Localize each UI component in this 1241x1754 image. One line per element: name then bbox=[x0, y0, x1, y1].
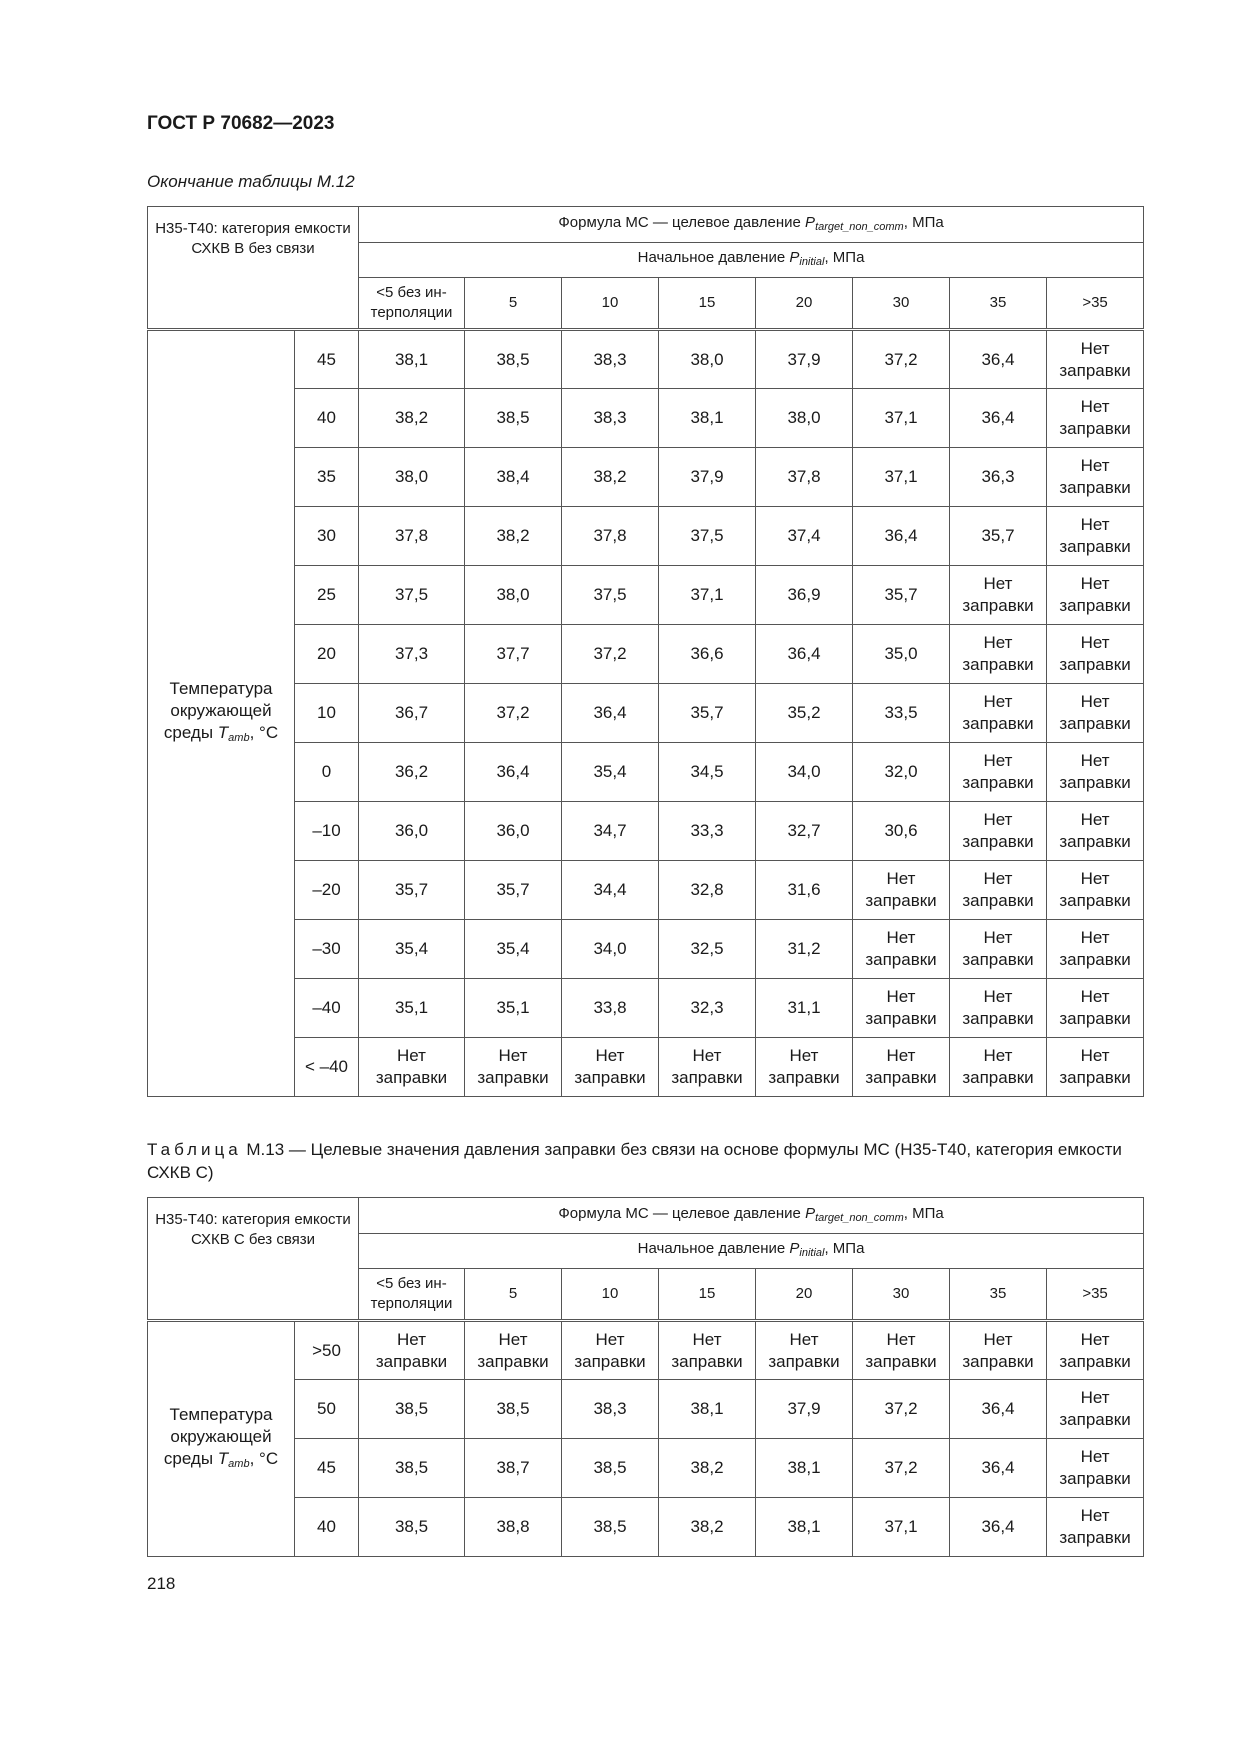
value-cell: Нет заправки bbox=[950, 802, 1047, 861]
table-row bbox=[148, 507, 1144, 566]
value-cell: 36,4 bbox=[853, 507, 950, 566]
value-cell: 35,7 bbox=[359, 861, 465, 920]
label-prefix: Температура окружающей среды bbox=[163, 679, 273, 742]
table-row bbox=[148, 1038, 1144, 1097]
value-cell: Нет заправки bbox=[562, 1321, 659, 1380]
value-cell: Нет заправки bbox=[1047, 1321, 1144, 1380]
table-m12-end bbox=[147, 206, 1144, 1097]
column-header: 30 bbox=[853, 278, 950, 330]
value-cell: 35,7 bbox=[950, 507, 1047, 566]
value-cell: Нет заправки bbox=[950, 1038, 1047, 1097]
header-row-formula bbox=[148, 1198, 1144, 1234]
table-m13-caption bbox=[147, 1138, 1142, 1184]
value-cell: 35,4 bbox=[562, 743, 659, 802]
column-header: 35 bbox=[950, 278, 1047, 330]
value-cell: 31,1 bbox=[756, 979, 853, 1038]
table-row bbox=[148, 861, 1144, 920]
value-cell: 37,2 bbox=[465, 684, 562, 743]
value-cell: 38,5 bbox=[359, 1380, 465, 1439]
value-cell: 38,0 bbox=[659, 330, 756, 389]
value-cell: 37,7 bbox=[465, 625, 562, 684]
value-cell: 38,3 bbox=[562, 389, 659, 448]
formula-header bbox=[359, 207, 1144, 243]
value-cell: Нет заправки bbox=[950, 684, 1047, 743]
value-cell: Нет заправки bbox=[1047, 920, 1144, 979]
label-prefix: Температура окружающей среды bbox=[163, 1404, 273, 1468]
value-cell: 34,7 bbox=[562, 802, 659, 861]
value-cell: Нет заправки bbox=[1047, 625, 1144, 684]
column-header: 15 bbox=[659, 1269, 756, 1321]
value-cell: 37,1 bbox=[853, 448, 950, 507]
value-cell: Нет заправки bbox=[950, 743, 1047, 802]
temperature-cell: 40 bbox=[295, 1498, 359, 1557]
value-cell: 37,8 bbox=[756, 448, 853, 507]
temperature-cell: –40 bbox=[295, 979, 359, 1038]
value-cell: 37,5 bbox=[659, 507, 756, 566]
value-cell: 38,0 bbox=[756, 389, 853, 448]
column-header: 20 bbox=[756, 278, 853, 330]
value-cell: 36,4 bbox=[465, 743, 562, 802]
column-header: >35 bbox=[1047, 278, 1144, 330]
value-cell: 32,5 bbox=[659, 920, 756, 979]
variable-subscript: target_non_comm bbox=[815, 1211, 904, 1224]
value-cell: 38,2 bbox=[359, 389, 465, 448]
variable-symbol: T bbox=[217, 723, 229, 742]
value-cell: 33,3 bbox=[659, 802, 756, 861]
value-cell: Нет заправки bbox=[950, 920, 1047, 979]
value-cell: Нет заправки bbox=[853, 1038, 950, 1097]
variable-symbol: P bbox=[805, 1204, 816, 1222]
column-header: 15 bbox=[659, 278, 756, 330]
column-header: 35 bbox=[950, 1269, 1047, 1321]
value-cell: Нет заправки bbox=[659, 1038, 756, 1097]
value-cell: Нет заправки bbox=[659, 1321, 756, 1380]
temperature-cell: –10 bbox=[295, 802, 359, 861]
value-cell: 37,2 bbox=[562, 625, 659, 684]
value-cell: Нет заправки bbox=[1047, 507, 1144, 566]
initial-pressure-header bbox=[359, 243, 1144, 278]
label-prefix: Начальное давление bbox=[637, 249, 790, 266]
label-unit: , МПа bbox=[903, 213, 944, 231]
value-cell: Нет заправки bbox=[1047, 448, 1144, 507]
value-cell: 31,2 bbox=[756, 920, 853, 979]
table-row bbox=[148, 330, 1144, 389]
value-cell: 38,1 bbox=[359, 330, 465, 389]
value-cell: Нет заправки bbox=[950, 625, 1047, 684]
value-cell: Нет заправки bbox=[1047, 1038, 1144, 1097]
value-cell: 38,0 bbox=[465, 566, 562, 625]
value-cell: Нет заправки bbox=[1047, 802, 1144, 861]
variable-subscript: initial bbox=[799, 256, 825, 268]
value-cell: 38,2 bbox=[465, 507, 562, 566]
value-cell: 34,5 bbox=[659, 743, 756, 802]
value-cell: Нет заправки bbox=[950, 979, 1047, 1038]
value-cell: 34,0 bbox=[562, 920, 659, 979]
table-row bbox=[148, 566, 1144, 625]
label-unit: , МПа bbox=[903, 1204, 944, 1222]
table-continuation-caption: Окончание таблицы М.12 bbox=[147, 172, 355, 191]
value-cell: Нет заправки bbox=[359, 1321, 465, 1380]
label-unit: , °С bbox=[249, 723, 279, 742]
value-cell: 38,2 bbox=[562, 448, 659, 507]
value-cell: 37,2 bbox=[853, 330, 950, 389]
variable-subscript: amb bbox=[228, 1457, 250, 1470]
initial-pressure-header bbox=[359, 1234, 1144, 1269]
formula-header bbox=[359, 1198, 1144, 1234]
value-cell: 37,5 bbox=[562, 566, 659, 625]
value-cell: 36,3 bbox=[950, 448, 1047, 507]
value-cell: Нет заправки bbox=[950, 566, 1047, 625]
variable-subscript: amb bbox=[228, 732, 250, 744]
row-group-label bbox=[148, 330, 295, 1097]
value-cell: 37,8 bbox=[359, 507, 465, 566]
value-cell: 36,0 bbox=[359, 802, 465, 861]
value-cell: Нет заправки bbox=[1047, 330, 1144, 389]
value-cell: 33,5 bbox=[853, 684, 950, 743]
label-prefix: Начальное давление bbox=[637, 1240, 790, 1257]
label-unit: , МПа bbox=[824, 1240, 865, 1257]
value-cell: Нет заправки bbox=[562, 1038, 659, 1097]
column-header: >35 bbox=[1047, 1269, 1144, 1321]
value-cell: 34,4 bbox=[562, 861, 659, 920]
value-cell: 38,5 bbox=[562, 1439, 659, 1498]
document-header: ГОСТ Р 70682—2023 bbox=[147, 113, 335, 134]
value-cell: 36,0 bbox=[465, 802, 562, 861]
value-cell: 36,4 bbox=[950, 1498, 1047, 1557]
temperature-cell: 0 bbox=[295, 743, 359, 802]
value-cell: 38,7 bbox=[465, 1439, 562, 1498]
value-cell: 36,7 bbox=[359, 684, 465, 743]
table-caption-label: Таблица bbox=[147, 1140, 242, 1159]
variable-symbol: T bbox=[217, 1448, 229, 1468]
value-cell: Нет заправки bbox=[359, 1038, 465, 1097]
value-cell: 37,3 bbox=[359, 625, 465, 684]
value-cell: 35,4 bbox=[359, 920, 465, 979]
value-cell: 37,2 bbox=[853, 1439, 950, 1498]
value-cell: Нет заправки bbox=[1047, 979, 1144, 1038]
value-cell: 36,4 bbox=[950, 1380, 1047, 1439]
row-group-label bbox=[148, 1321, 295, 1557]
table-row bbox=[148, 1380, 1144, 1439]
value-cell: 37,2 bbox=[853, 1380, 950, 1439]
value-cell: 36,6 bbox=[659, 625, 756, 684]
value-cell: Нет заправки bbox=[1047, 743, 1144, 802]
value-cell: Нет заправки bbox=[1047, 1498, 1144, 1557]
value-cell: 34,0 bbox=[756, 743, 853, 802]
value-cell: 32,7 bbox=[756, 802, 853, 861]
table-row bbox=[148, 979, 1144, 1038]
value-cell: 35,2 bbox=[756, 684, 853, 743]
value-cell: Нет заправки bbox=[1047, 861, 1144, 920]
value-cell: 37,8 bbox=[562, 507, 659, 566]
value-cell: 36,4 bbox=[756, 625, 853, 684]
value-cell: 32,3 bbox=[659, 979, 756, 1038]
value-cell: 37,9 bbox=[756, 1380, 853, 1439]
value-cell: 37,1 bbox=[853, 389, 950, 448]
value-cell: Нет заправки bbox=[465, 1321, 562, 1380]
temperature-cell: < –40 bbox=[295, 1038, 359, 1097]
value-cell: 36,9 bbox=[756, 566, 853, 625]
value-cell: 37,1 bbox=[659, 566, 756, 625]
temperature-cell: 25 bbox=[295, 566, 359, 625]
value-cell: 38,5 bbox=[465, 1380, 562, 1439]
table-caption-text: М.13 — Целевые значения давления заправки без связи на основе формулы МС (Н35-Т40, категория емкости СХКВ С) bbox=[147, 1140, 1122, 1182]
temperature-cell: –30 bbox=[295, 920, 359, 979]
temperature-cell: 45 bbox=[295, 1439, 359, 1498]
value-cell: 37,9 bbox=[659, 448, 756, 507]
value-cell: Нет заправки bbox=[853, 1321, 950, 1380]
header-row-formula bbox=[148, 207, 1144, 243]
column-header: <5 без ин-терполяции bbox=[359, 1269, 465, 1321]
value-cell: 31,6 bbox=[756, 861, 853, 920]
value-cell: 38,8 bbox=[465, 1498, 562, 1557]
table-row bbox=[148, 802, 1144, 861]
value-cell: 35,0 bbox=[853, 625, 950, 684]
value-cell: 38,1 bbox=[659, 389, 756, 448]
value-cell: Нет заправки bbox=[1047, 684, 1144, 743]
temperature-cell: –20 bbox=[295, 861, 359, 920]
value-cell: Нет заправки bbox=[853, 979, 950, 1038]
temperature-cell: 40 bbox=[295, 389, 359, 448]
value-cell: Нет заправки bbox=[950, 1321, 1047, 1380]
table-row bbox=[148, 389, 1144, 448]
value-cell: 37,5 bbox=[359, 566, 465, 625]
variable-subscript: target_non_comm bbox=[815, 220, 904, 233]
temperature-cell: 35 bbox=[295, 448, 359, 507]
value-cell: 38,4 bbox=[465, 448, 562, 507]
value-cell: 38,5 bbox=[465, 389, 562, 448]
value-cell: 36,4 bbox=[950, 1439, 1047, 1498]
value-cell: Нет заправки bbox=[1047, 1439, 1144, 1498]
label-prefix: Формула МС — целевое давление bbox=[558, 213, 806, 231]
value-cell: 36,4 bbox=[950, 389, 1047, 448]
table-row bbox=[148, 1439, 1144, 1498]
column-header: 20 bbox=[756, 1269, 853, 1321]
value-cell: Нет заправки bbox=[950, 861, 1047, 920]
value-cell: Нет заправки bbox=[465, 1038, 562, 1097]
label-unit: , °С bbox=[249, 1448, 279, 1468]
value-cell: 35,7 bbox=[465, 861, 562, 920]
value-cell: Нет заправки bbox=[1047, 1380, 1144, 1439]
table-row bbox=[148, 1498, 1144, 1557]
column-header: 30 bbox=[853, 1269, 950, 1321]
value-cell: 38,1 bbox=[659, 1380, 756, 1439]
value-cell: Нет заправки bbox=[1047, 566, 1144, 625]
value-cell: 36,4 bbox=[562, 684, 659, 743]
value-cell: 37,4 bbox=[756, 507, 853, 566]
table-row bbox=[148, 920, 1144, 979]
label-unit: , МПа bbox=[824, 249, 865, 266]
temperature-cell: 50 bbox=[295, 1380, 359, 1439]
value-cell: 35,7 bbox=[659, 684, 756, 743]
value-cell: 38,3 bbox=[562, 1380, 659, 1439]
value-cell: 30,6 bbox=[853, 802, 950, 861]
value-cell: Нет заправки bbox=[756, 1038, 853, 1097]
value-cell: 38,2 bbox=[659, 1498, 756, 1557]
temperature-cell: >50 bbox=[295, 1321, 359, 1380]
variable-symbol: P bbox=[789, 249, 800, 266]
page-number: 218 bbox=[147, 1574, 176, 1593]
value-cell: Нет заправки bbox=[853, 920, 950, 979]
value-cell: Нет заправки bbox=[853, 861, 950, 920]
table-row bbox=[148, 743, 1144, 802]
value-cell: 35,1 bbox=[359, 979, 465, 1038]
value-cell: 35,7 bbox=[853, 566, 950, 625]
temperature-cell: 45 bbox=[295, 330, 359, 389]
variable-symbol: P bbox=[805, 213, 816, 231]
corner-label: Н35-Т40: категория емкости СХКВ С без связи bbox=[148, 1198, 359, 1321]
temperature-cell: 20 bbox=[295, 625, 359, 684]
column-header: 10 bbox=[562, 1269, 659, 1321]
corner-label: Н35-Т40: категория емкости СХКВ В без связи bbox=[148, 207, 359, 330]
value-cell: 38,5 bbox=[562, 1498, 659, 1557]
value-cell: Нет заправки bbox=[756, 1321, 853, 1380]
value-cell: 36,4 bbox=[950, 330, 1047, 389]
value-cell: 32,0 bbox=[853, 743, 950, 802]
table-row bbox=[148, 684, 1144, 743]
column-header: 5 bbox=[465, 1269, 562, 1321]
value-cell: 37,1 bbox=[853, 1498, 950, 1557]
value-cell: 32,8 bbox=[659, 861, 756, 920]
label-prefix: Формула МС — целевое давление bbox=[558, 1204, 806, 1222]
value-cell: Нет заправки bbox=[1047, 389, 1144, 448]
value-cell: 38,0 bbox=[359, 448, 465, 507]
temperature-cell: 10 bbox=[295, 684, 359, 743]
value-cell: 35,4 bbox=[465, 920, 562, 979]
column-header: <5 без ин-терполяции bbox=[359, 278, 465, 330]
value-cell: 38,2 bbox=[659, 1439, 756, 1498]
value-cell: 35,1 bbox=[465, 979, 562, 1038]
value-cell: 37,9 bbox=[756, 330, 853, 389]
table-m13 bbox=[147, 1197, 1144, 1557]
value-cell: 38,5 bbox=[359, 1439, 465, 1498]
value-cell: 38,5 bbox=[359, 1498, 465, 1557]
table-row bbox=[148, 625, 1144, 684]
column-header: 5 bbox=[465, 278, 562, 330]
column-header: 10 bbox=[562, 278, 659, 330]
value-cell: 38,1 bbox=[756, 1498, 853, 1557]
variable-subscript: initial bbox=[799, 1247, 825, 1259]
temperature-cell: 30 bbox=[295, 507, 359, 566]
value-cell: 38,5 bbox=[465, 330, 562, 389]
table-row bbox=[148, 448, 1144, 507]
variable-symbol: P bbox=[789, 1240, 800, 1257]
value-cell: 36,2 bbox=[359, 743, 465, 802]
value-cell: 38,1 bbox=[756, 1439, 853, 1498]
table-row bbox=[148, 1321, 1144, 1380]
value-cell: 33,8 bbox=[562, 979, 659, 1038]
value-cell: 38,3 bbox=[562, 330, 659, 389]
